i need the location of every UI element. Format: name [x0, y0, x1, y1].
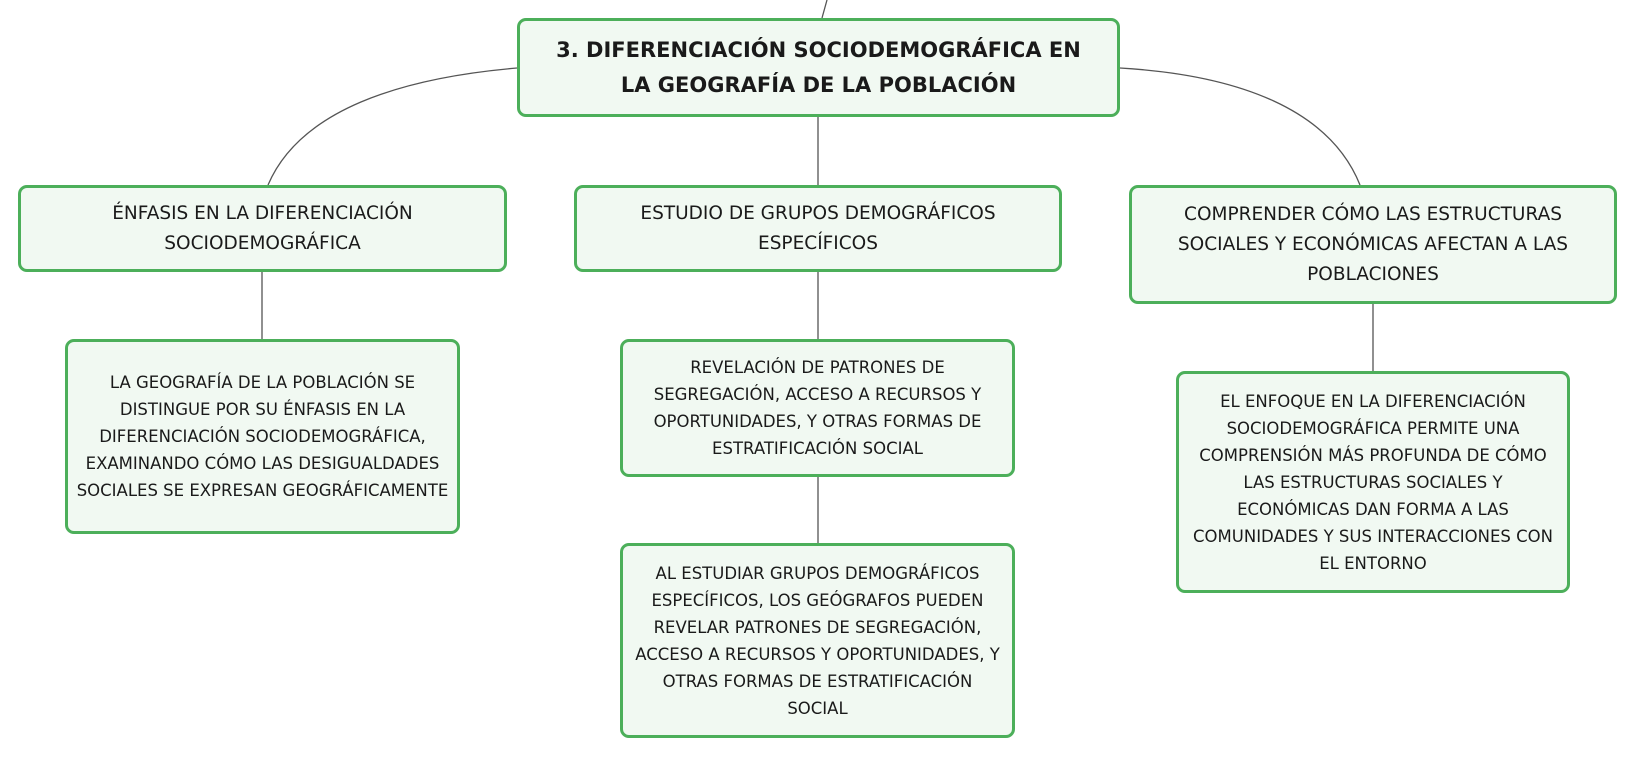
detail-node-enfasis[interactable] — [65, 339, 460, 534]
root-node-title: 3. DIFERENCIACIÓN SOCIODEMOGRÁFICA EN LA GEOGRAFÍA DE LA POBLACIÓN — [556, 37, 1081, 97]
branch-node-comprender-estructuras[interactable] — [1129, 185, 1617, 304]
detail-node-text: LA GEOGRAFÍA DE LA POBLACIÓN SE DISTINGUE POR SU ÉNFASIS EN LA DIFERENCIACIÓN SOCIODEMOGRÁFICA, EXAMINANDO CÓMO LAS DESIGUALDADES SOCIALES SE EXPRESAN GEOGRÁFICAMENTE — [76, 373, 449, 500]
branch-node-label: COMPRENDER CÓMO LAS ESTRUCTURAS SOCIALES Y ECONÓMICAS AFECTAN A LAS POBLACIONES — [1177, 203, 1569, 285]
branch-node-estudio-grupos[interactable] — [574, 185, 1062, 272]
detail-node-revelacion-patrones[interactable] — [620, 339, 1015, 477]
detail-node-text: EL ENFOQUE EN LA DIFERENCIACIÓN SOCIODEMOGRÁFICA PERMITE UNA COMPRENSIÓN MÁS PROFUNDA DE CÓMO LAS ESTRUCTURAS SOCIALES Y ECONÓMICAS DAN FORMA A LAS COMUNIDADES Y SUS INTERACCIONES CON EL ENTORNO — [1193, 391, 1553, 573]
detail-node-text: AL ESTUDIAR GRUPOS DEMOGRÁFICOS ESPECÍFICOS, LOS GEÓGRAFOS PUEDEN REVELAR PATRONES DE SEGREGACIÓN, ACCESO A RECURSOS Y OPORTUNIDADES, Y OTRAS FORMAS DE ESTRATIFICACIÓN SOCIAL — [635, 563, 1000, 718]
branch-node-label: ESTUDIO DE GRUPOS DEMOGRÁFICOS ESPECÍFICOS — [640, 202, 996, 254]
detail-node-estudiar-grupos[interactable] — [620, 543, 1015, 738]
connector-parent-to-root — [822, 0, 827, 18]
connector-root-to-branch-1 — [268, 68, 517, 185]
detail-node-enfoque-diferenciacion[interactable] — [1176, 371, 1570, 593]
branch-node-enfasis[interactable] — [18, 185, 507, 272]
detail-node-text: REVELACIÓN DE PATRONES DE SEGREGACIÓN, ACCESO A RECURSOS Y OPORTUNIDADES, Y OTRAS FORMAS DE ESTRATIFICACIÓN SOCIAL — [653, 358, 982, 458]
root-node[interactable] — [517, 18, 1120, 117]
connector-root-to-branch-3 — [1120, 68, 1360, 185]
branch-node-label: ÉNFASIS EN LA DIFERENCIACIÓN SOCIODEMOGRÁFICA — [112, 202, 413, 254]
